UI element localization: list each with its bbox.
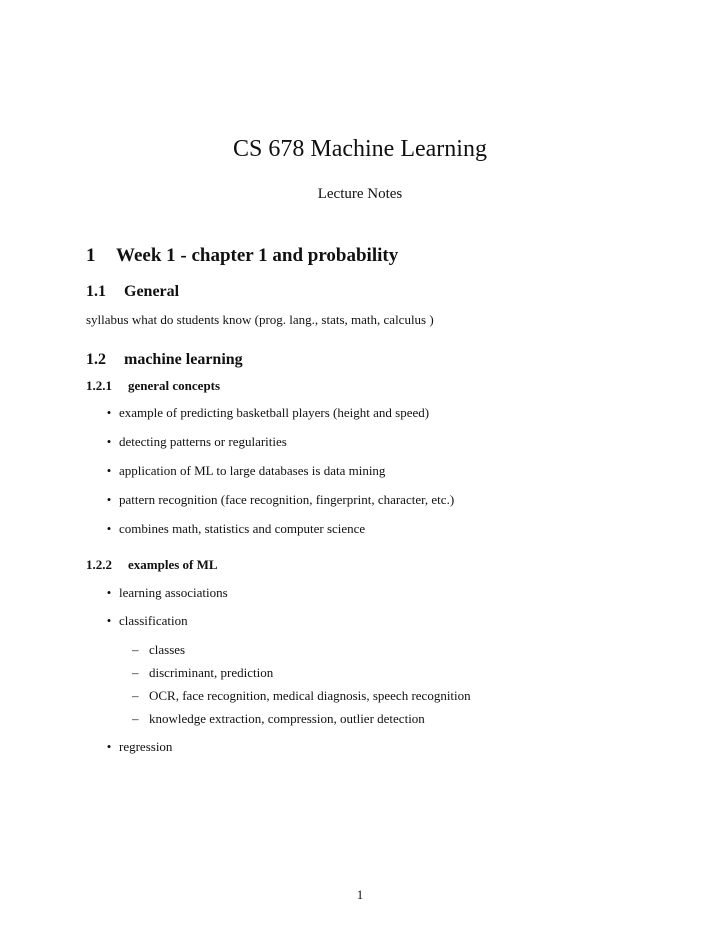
subsubsection-heading-1-2-2 — [86, 556, 218, 574]
subsection-title: machine learning — [124, 351, 243, 368]
bullet-icon: • — [106, 585, 112, 600]
list-item-text: regression — [119, 739, 173, 754]
subsection-heading-1-1 — [86, 282, 179, 302]
dash-icon: – — [132, 642, 139, 657]
list-item-text: example of predicting basketball players (height and speed) — [119, 405, 430, 420]
subsubsection-number: 1.2.1 — [86, 378, 112, 393]
document-subtitle: Lecture Notes — [317, 186, 403, 202]
section-title: Week 1 - chapter 1 and probability — [116, 245, 399, 266]
dash-icon: – — [132, 688, 139, 703]
bullet-icon: • — [106, 463, 112, 478]
list-item-text: learning associations — [119, 585, 228, 600]
bullet-icon: • — [106, 521, 112, 536]
bullet-icon: • — [106, 405, 112, 420]
sub-list-item-text: knowledge extraction, compression, outlier detection — [149, 711, 425, 726]
dash-icon: – — [132, 665, 139, 680]
subsubsection-number: 1.2.2 — [86, 557, 112, 572]
list-item-text: combines math, statistics and computer science — [119, 521, 366, 536]
dash-icon: – — [132, 711, 139, 726]
list-item-text: application of ML to large databases is data mining — [119, 463, 386, 478]
document-title: CS 678 Machine Learning — [233, 136, 487, 162]
section-heading-1 — [86, 244, 398, 268]
subsection-title: General — [124, 283, 180, 300]
general-paragraph: syllabus what do students know (prog. lang., stats, math, calculus ) — [86, 312, 434, 327]
subsubsection-title: general concepts — [128, 378, 221, 393]
bullet-icon: • — [106, 739, 112, 754]
sub-list-item-text: discriminant, prediction — [149, 665, 274, 680]
page-number: 1 — [356, 887, 364, 902]
sub-list-item-text: classes — [149, 642, 186, 657]
bullet-icon: • — [106, 613, 112, 628]
sub-list-item-text: OCR, face recognition, medical diagnosis, speech recognition — [149, 688, 471, 703]
subsubsection-heading-1-2-1 — [86, 377, 220, 395]
section-number: 1 — [86, 245, 96, 266]
bullet-icon: • — [106, 492, 112, 507]
bullet-icon: • — [106, 434, 112, 449]
list-item-text: classification — [119, 613, 188, 628]
subsection-number: 1.2 — [86, 351, 106, 368]
list-item-text: pattern recognition (face recognition, fingerprint, character, etc.) — [119, 492, 455, 507]
subsection-heading-1-2 — [86, 350, 243, 370]
subsection-number: 1.1 — [86, 283, 106, 300]
subsubsection-title: examples of ML — [128, 557, 218, 572]
list-item-text: detecting patterns or regularities — [119, 434, 287, 449]
